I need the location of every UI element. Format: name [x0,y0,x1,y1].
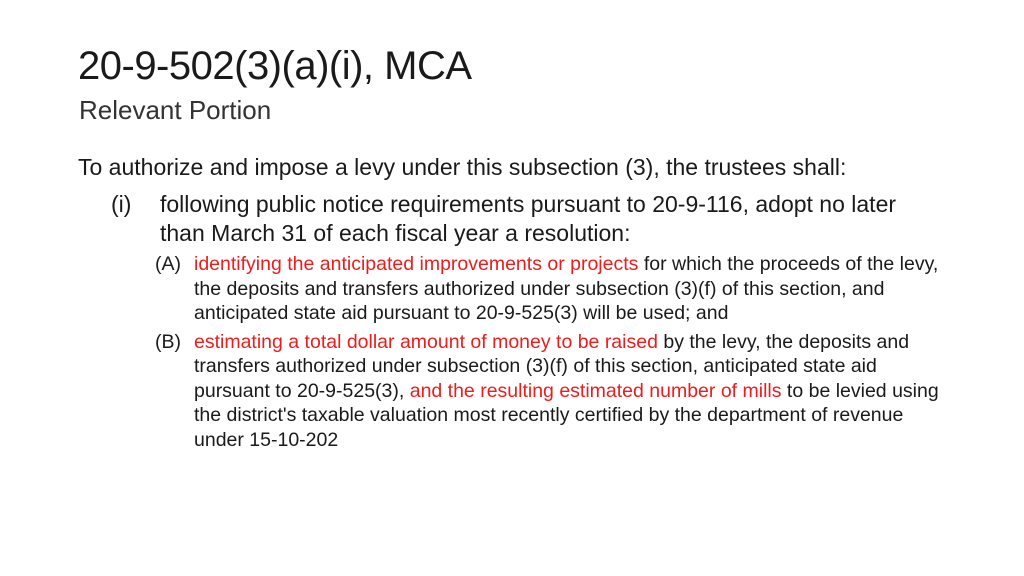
highlighted-phrase-improvements: identifying the anticipated improvements or projects [194,253,639,275]
list-item-i [78,190,910,248]
list-item-b [78,330,950,453]
list-marker-b: (B) [155,330,181,353]
list-item-a [78,252,950,326]
list-item-b-text-2: to be levied using the district's taxable valuation most recently certified by the department of revenue under 15-10-202 [194,379,939,451]
slide-body [78,153,958,452]
list-item-b-text-1: by the levy, the deposits and transfers authorized under subsection (3)(f) of this section, anticipated state aid pursuant to 20-9-525(3), [194,330,910,402]
highlighted-phrase-dollar-amount: estimating a total dollar amount of money to be raised [194,330,658,353]
list-item-i-text: following public notice requirements pursuant to 20-9-116, adopt no later than March 31 of each fiscal year a resolution: [160,191,897,246]
slide-title: 20-9-502(3)(a)(i), MCA [78,44,472,88]
intro-paragraph: To authorize and impose a levy under this subsection (3), the trustees shall: [78,154,847,180]
highlighted-phrase-mills: and the resulting estimated number of mills [409,379,782,402]
list-marker-i: (i) [111,191,132,217]
list-item-a-text: for which the proceeds of the levy, the deposits and transfers authorized under subsection (3)(f) of this section, and anticipated state aid pursuant to 20-9-525(3) will be used; and [194,253,939,324]
slide-subtitle: Relevant Portion [79,95,272,125]
list-marker-a: (A) [155,253,181,275]
